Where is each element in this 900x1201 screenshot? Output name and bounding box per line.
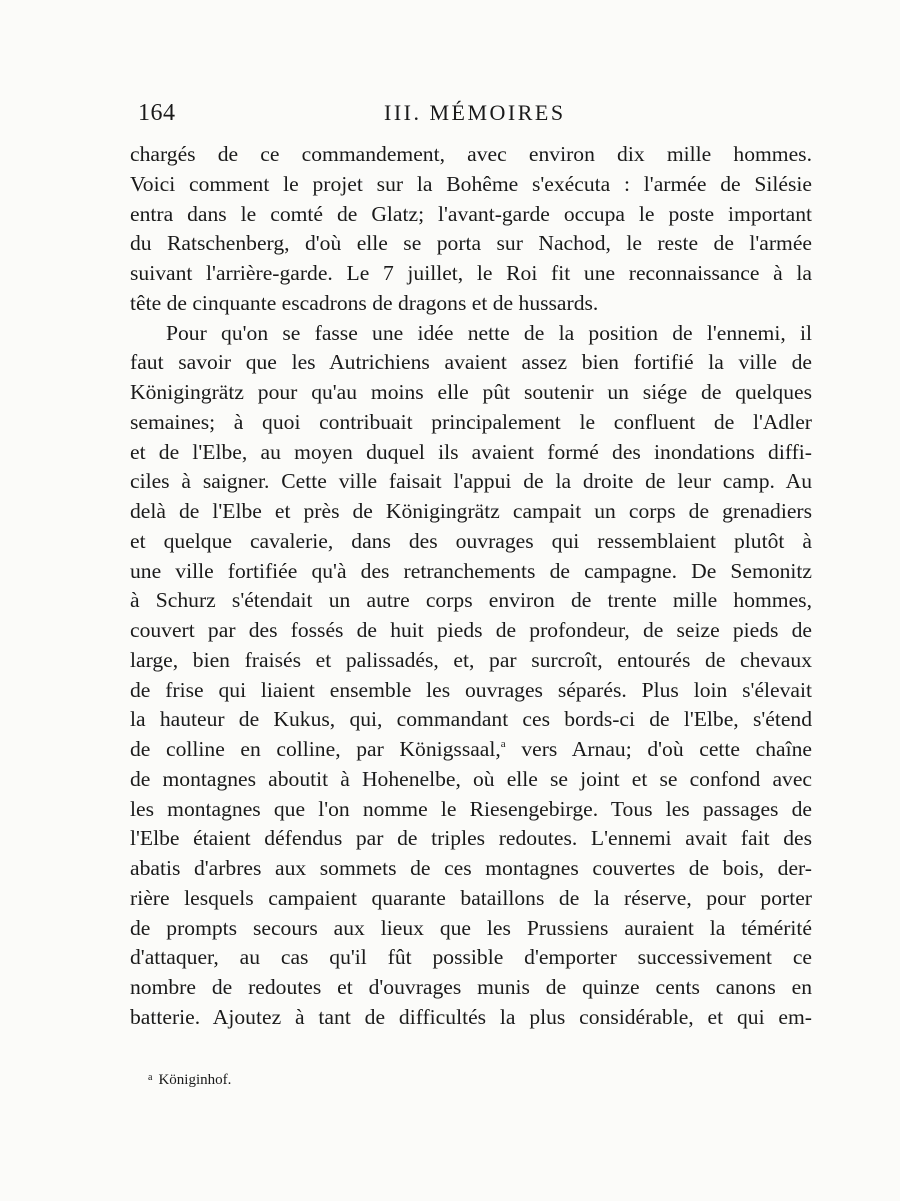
body-text: [130, 140, 812, 1033]
footnote: [148, 1072, 231, 1089]
text-line-after-note: vers Arnau; d'où cette chaîne: [505, 737, 812, 761]
text-line: entra dans le comté de Glatz; l'avant-garde occupa le poste important: [130, 201, 812, 226]
text-line: large, bien fraisés et palissadés, et, par surcroît, entourés de chevaux: [130, 647, 812, 672]
text-line: de frise qui liaient ensemble les ouvrages séparés. Plus loin s'élevait: [130, 677, 812, 702]
text-line: couvert par des fossés de huit pieds de profondeur, de seize pieds de: [130, 618, 812, 642]
page-number: 164: [138, 100, 176, 126]
text-line: Königingrätz pour qu'au moins elle pût soutenir un siége de quelques: [130, 380, 812, 404]
text-line: chargés de ce commandement, avec environ dix mille hommes.: [130, 142, 812, 166]
text-line: du Ratschenberg, d'où elle se porta sur Nachod, le reste de l'armée: [130, 231, 812, 256]
text-line: delà de l'Elbe et près de Königingrätz campait un corps de grenadiers: [130, 499, 812, 523]
text-line: de prompts secours aux lieux que les Prussiens auraient la témérité: [130, 915, 812, 940]
text-line: batterie. Ajoutez à tant de difficultés la plus considérable, et qui em-: [130, 1004, 812, 1029]
text-line-before-note: de colline en colline, par Königssaal,: [130, 737, 501, 761]
text-line: les montagnes que l'on nomme le Riesengebirge. Tous les passages de: [130, 796, 812, 821]
text-line: à Schurz s'étendait un autre corps environ de trente mille hommes,: [130, 588, 812, 613]
text-line: tête de cinquante escadrons de dragons et de hussards.: [130, 290, 599, 315]
footnote-reference: a: [500, 738, 506, 750]
text-line: nombre de redoutes et d'ouvrages munis de quinze cents canons en: [130, 975, 812, 999]
text-line: [130, 735, 812, 765]
footnote-marker: a: [148, 1072, 153, 1083]
text-line: d'attaquer, au cas qu'il fût possible d'emporter successivement ce: [130, 945, 812, 970]
text-line: une ville fortifiée qu'à des retranchements de campagne. De Semonitz: [130, 558, 812, 583]
text-line: abatis d'arbres aux sommets de ces montagnes couvertes de bois, der-: [130, 856, 812, 880]
text-line: rière lesquels campaient quarante bataillons de la réserve, pour porter: [130, 885, 812, 910]
text-line: de montagnes aboutit à Hohenelbe, où elle se joint et se confond avec: [130, 766, 812, 791]
text-line: suivant l'arrière-garde. Le 7 juillet, le Roi fit une reconnaissance à la: [130, 261, 812, 285]
text-line: Pour qu'on se fasse une idée nette de la position de l'ennemi, il: [166, 320, 812, 345]
footnote-text: Königinhof.: [158, 1072, 232, 1088]
text-line: et quelque cavalerie, dans des ouvrages qui ressemblaient plutôt à: [130, 528, 812, 553]
text-line: et de l'Elbe, au moyen duquel ils avaient formé des inondations diffi-: [130, 439, 812, 464]
text-line: faut savoir que les Autrichiens avaient assez bien fortifié la ville de: [130, 350, 812, 375]
text-line: la hauteur de Kukus, qui, commandant ces bords-ci de l'Elbe, s'étend: [130, 707, 812, 732]
running-head: [138, 100, 810, 134]
text-line: Voici comment le projet sur la Bohême s'exécuta : l'armée de Silésie: [130, 171, 812, 196]
text-line: l'Elbe étaient défendus par de triples redoutes. L'ennemi avait fait des: [130, 826, 812, 851]
text-line: semaines; à quoi contribuait principalement le confluent de l'Adler: [130, 409, 812, 434]
text-line: ciles à saigner. Cette ville faisait l'appui de la droite de leur camp. Au: [130, 469, 812, 494]
section-title: III. MÉMOIRES: [384, 100, 566, 125]
